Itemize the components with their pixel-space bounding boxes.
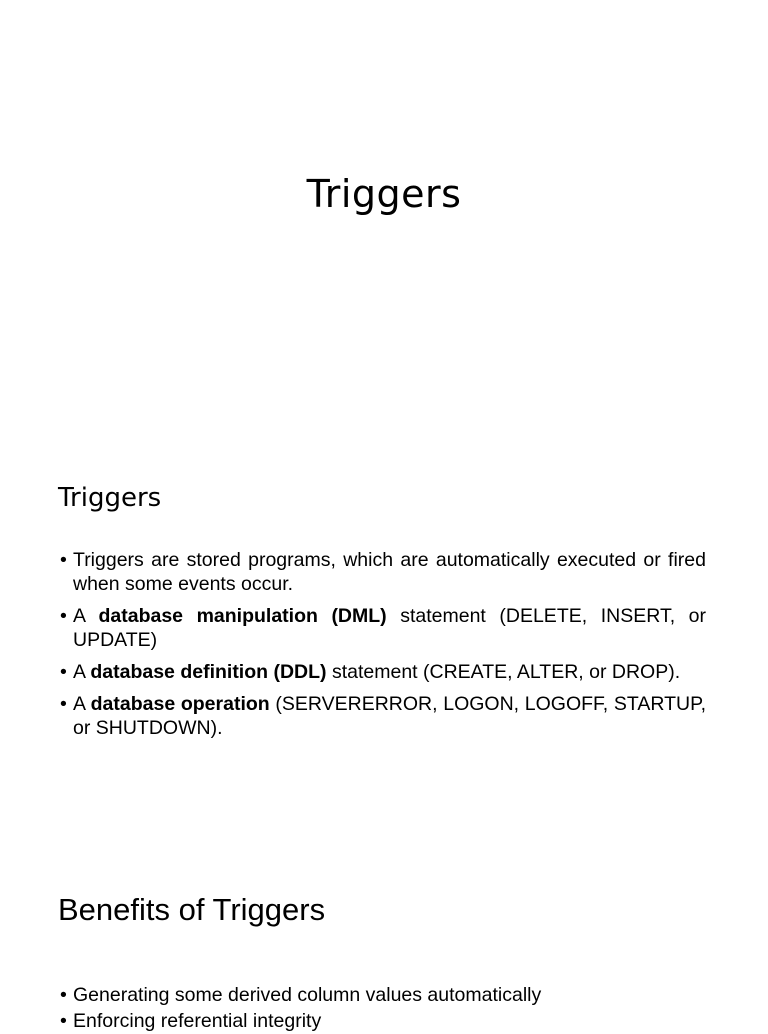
bullet-text: Generating some derived column values automatically [73, 984, 542, 1006]
bullet-text: A [73, 693, 91, 715]
benefits-bullet-list [60, 982, 706, 1034]
bullet-text: statement (DELETE, INSERT, or UPDATE) [73, 605, 706, 651]
bullet-text: Enforcing referential integrity [73, 1010, 322, 1032]
bullet-text: A [73, 661, 91, 683]
bullet-item [60, 692, 706, 740]
slide-title: Triggers [306, 172, 462, 216]
bullet-text: A [73, 605, 99, 627]
bullet-item [60, 982, 706, 1008]
bullet-text: statement (CREATE, ALTER, or DROP). [326, 661, 681, 683]
bullet-text: (SERVERERROR, LOGON, LOGOFF, STARTUP, or SHUTDOWN). [73, 693, 707, 739]
bullet-dot: • [60, 984, 67, 1006]
bullet-text: Triggers are stored programs, which are automatically executed or fired when some events occur. [73, 549, 706, 595]
bullet-dot: • [60, 549, 67, 571]
bullet-item [60, 1008, 706, 1034]
bullet-bold-text: database operation [90, 693, 270, 715]
slide-heading-triggers: Triggers [58, 483, 162, 513]
bullet-dot: • [60, 693, 67, 715]
bullet-dot: • [60, 661, 67, 683]
bullet-item [60, 548, 706, 596]
bullet-bold-text: database definition (DDL) [90, 661, 327, 683]
slide-heading-benefits: Benefits of Triggers [58, 892, 326, 927]
bullet-dot: • [60, 605, 67, 627]
bullet-item [60, 604, 706, 652]
triggers-bullet-list [60, 548, 706, 748]
bullet-bold-text: database manipulation (DML) [98, 605, 387, 627]
bullet-dot: • [60, 1010, 67, 1032]
bullet-item [60, 660, 706, 684]
